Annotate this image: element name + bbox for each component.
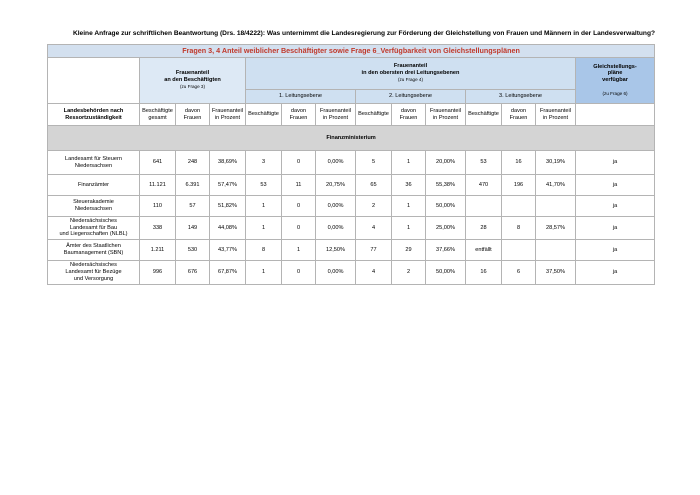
cell-plan-available: ja: [576, 217, 655, 240]
table-cell: 50,00%: [426, 196, 466, 217]
table-cell: [536, 196, 576, 217]
table-cell: 248: [176, 151, 210, 175]
table-cell: 20,00%: [426, 151, 466, 175]
table-cell: 53: [246, 175, 282, 196]
cell-plan-available: ja: [576, 240, 655, 261]
table-cell: 8: [502, 217, 536, 240]
group-header-leitungsebenen: Frauenanteil in den obersten drei Leitungsebenen (zu Frage 4): [246, 58, 576, 90]
table-cell: 530: [176, 240, 210, 261]
authority-name-line: und Versorgung: [73, 275, 114, 282]
table-cell: 996: [140, 261, 176, 285]
col-header-frauenanteil: Frauenanteil in Prozent: [426, 104, 466, 126]
row-authority-name: [48, 217, 140, 240]
table-cell: 11.121: [140, 175, 176, 196]
authority-name-line: Landesamt für Steuern: [65, 155, 122, 162]
table-cell: 37,66%: [426, 240, 466, 261]
table-cell: 50,00%: [426, 261, 466, 285]
table-cell: 37,50%: [536, 261, 576, 285]
table-row: [48, 261, 655, 285]
level-header-3: 3. Leitungsebene: [466, 90, 576, 104]
table-cell: 2: [356, 196, 392, 217]
col-header-beschaeftigte-gesamt: Beschäftigte gesamt: [140, 104, 176, 126]
row-authority-name: [48, 261, 140, 285]
table-cell: [536, 240, 576, 261]
table-cell: 28,57%: [536, 217, 576, 240]
level-header-2: 2. Leitungsebene: [356, 90, 466, 104]
col-header-behoerde: Landesbehörden nach Ressortzuständigkeit: [48, 104, 140, 126]
table-cell: entfällt: [466, 240, 502, 261]
table-cell: 16: [466, 261, 502, 285]
authority-name-line: Baumanagement (SBN): [63, 250, 124, 256]
col-header-davon-frauen: davon Frauen: [176, 104, 210, 126]
table-cell: 4: [356, 217, 392, 240]
table-cell: 20,75%: [316, 175, 356, 196]
table-cell: 16: [502, 151, 536, 175]
table-cell: 0: [282, 151, 316, 175]
table-row: [48, 175, 655, 196]
row-authority-name: [48, 175, 140, 196]
table-cell: 57: [176, 196, 210, 217]
table-cell: 67,87%: [210, 261, 246, 285]
table-cell: 641: [140, 151, 176, 175]
table-cell: [502, 196, 536, 217]
table-cell: 65: [356, 175, 392, 196]
authority-name-line: Landesamt für Bezüge: [65, 269, 122, 276]
col-header-frauenanteil: Frauenanteil in Prozent: [536, 104, 576, 126]
table-cell: 36: [392, 175, 426, 196]
table-cell: 1: [246, 196, 282, 217]
data-rows: [48, 151, 655, 285]
table-cell: 196: [502, 175, 536, 196]
table-cell: [466, 196, 502, 217]
row-authority-name: [48, 240, 140, 261]
table-cell: 57,47%: [210, 175, 246, 196]
table-cell: 29: [392, 240, 426, 261]
table-cell: 1: [282, 240, 316, 261]
table-cell: 3: [246, 151, 282, 175]
table-cell: 51,82%: [210, 196, 246, 217]
cell-plan-available: ja: [576, 175, 655, 196]
authority-name-line: Ämter des Staatlichen: [66, 243, 121, 250]
col-header-beschaeftigte: Beschäftigte: [246, 104, 282, 126]
table-cell: 6.391: [176, 175, 210, 196]
row-authority-name: [48, 196, 140, 217]
table-cell: 5: [356, 151, 392, 175]
table-cell: 0,00%: [316, 196, 356, 217]
table-cell: 149: [176, 217, 210, 240]
authority-name-line: Niedersächsisches: [70, 262, 117, 269]
table-cell: 0,00%: [316, 217, 356, 240]
table-cell: [502, 240, 536, 261]
table-cell: 77: [356, 240, 392, 261]
table-banner: Fragen 3, 4 Anteil weiblicher Beschäftigter sowie Frage 6_Verfügbarkeit von Gleichstellungsplänen: [48, 45, 655, 58]
table-row: [48, 196, 655, 217]
table-cell: 12,50%: [316, 240, 356, 261]
col-header-davon-frauen: davon Frauen: [502, 104, 536, 126]
col-header-frauenanteil: Frauenanteil in Prozent: [316, 104, 356, 126]
table-cell: 30,19%: [536, 151, 576, 175]
table-cell: 2: [392, 261, 426, 285]
cell-plan-available: ja: [576, 196, 655, 217]
table-cell: 0,00%: [316, 151, 356, 175]
table-cell: 4: [356, 261, 392, 285]
table-cell: 1: [392, 196, 426, 217]
document-title: Kleine Anfrage zur schriftlichen Beantwortung (Drs. 18/4222): Was unternimmt die Landesregierung zur Förderung der Gleichstellung von Frauen und Männern in der Landesverwaltung?: [72, 30, 655, 37]
col-header-davon-frauen: davon Frauen: [282, 104, 316, 126]
table-cell: 8: [246, 240, 282, 261]
row-authority-name: [48, 151, 140, 175]
table-cell: 1: [246, 261, 282, 285]
col-header-beschaeftigte: Beschäftigte: [356, 104, 392, 126]
authority-name-line: Finanzämter: [77, 181, 110, 188]
table-cell: 38,69%: [210, 151, 246, 175]
authority-name-line: Steuerakademie: [73, 199, 114, 206]
authority-name-line: Niedersachsen: [74, 206, 113, 212]
col-header-beschaeftigte: Beschäftigte: [466, 104, 502, 126]
table-cell: 0: [282, 217, 316, 240]
table-cell: 55,38%: [426, 175, 466, 196]
section-row: [48, 126, 655, 151]
authority-name-line: Niedersächsisches: [70, 217, 117, 224]
table-cell: 43,77%: [210, 240, 246, 261]
table-cell: 41,70%: [536, 175, 576, 196]
cell-plan-available: ja: [576, 261, 655, 285]
table-cell: 1: [392, 217, 426, 240]
table-cell: 25,00%: [426, 217, 466, 240]
table-cell: 44,08%: [210, 217, 246, 240]
table-cell: 0: [282, 261, 316, 285]
table-cell: 338: [140, 217, 176, 240]
table-row: [48, 240, 655, 261]
table-row: [48, 151, 655, 175]
table-cell: 6: [502, 261, 536, 285]
table-cell: 110: [140, 196, 176, 217]
group-header-beschaeftigte: Frauenanteil an den Beschäftigten (zu Frage 3): [140, 58, 246, 104]
table-cell: 0,00%: [316, 261, 356, 285]
group-header-gleichstellungsplaene: Gleichstellungs- pläne verfügbar (zu Frage 6): [576, 58, 655, 104]
col-header-frauenanteil: Frauenanteil in Prozent: [210, 104, 246, 126]
cell-plan-available: ja: [576, 151, 655, 175]
data-table: [47, 44, 655, 285]
level-header-1: 1. Leitungsebene: [246, 90, 356, 104]
table-cell: 28: [466, 217, 502, 240]
col-header-davon-frauen: davon Frauen: [392, 104, 426, 126]
table-cell: 53: [466, 151, 502, 175]
table-cell: 1: [246, 217, 282, 240]
column-header-row: [48, 104, 655, 126]
table-cell: 470: [466, 175, 502, 196]
section-label: Finanzministerium: [48, 126, 655, 151]
table-cell: 1.211: [140, 240, 176, 261]
table-cell: 676: [176, 261, 210, 285]
header-empty-cell: [48, 58, 140, 104]
table-cell: 0: [282, 196, 316, 217]
table-cell: 1: [392, 151, 426, 175]
authority-name-line: Niedersachsen: [74, 162, 113, 169]
authority-name-line: Landesamt für Bau: [69, 224, 118, 231]
table-row: [48, 217, 655, 240]
authority-name-line: und Liegenschaften (NLBL): [59, 231, 128, 238]
col-header-empty: [576, 104, 655, 126]
table-cell: 11: [282, 175, 316, 196]
